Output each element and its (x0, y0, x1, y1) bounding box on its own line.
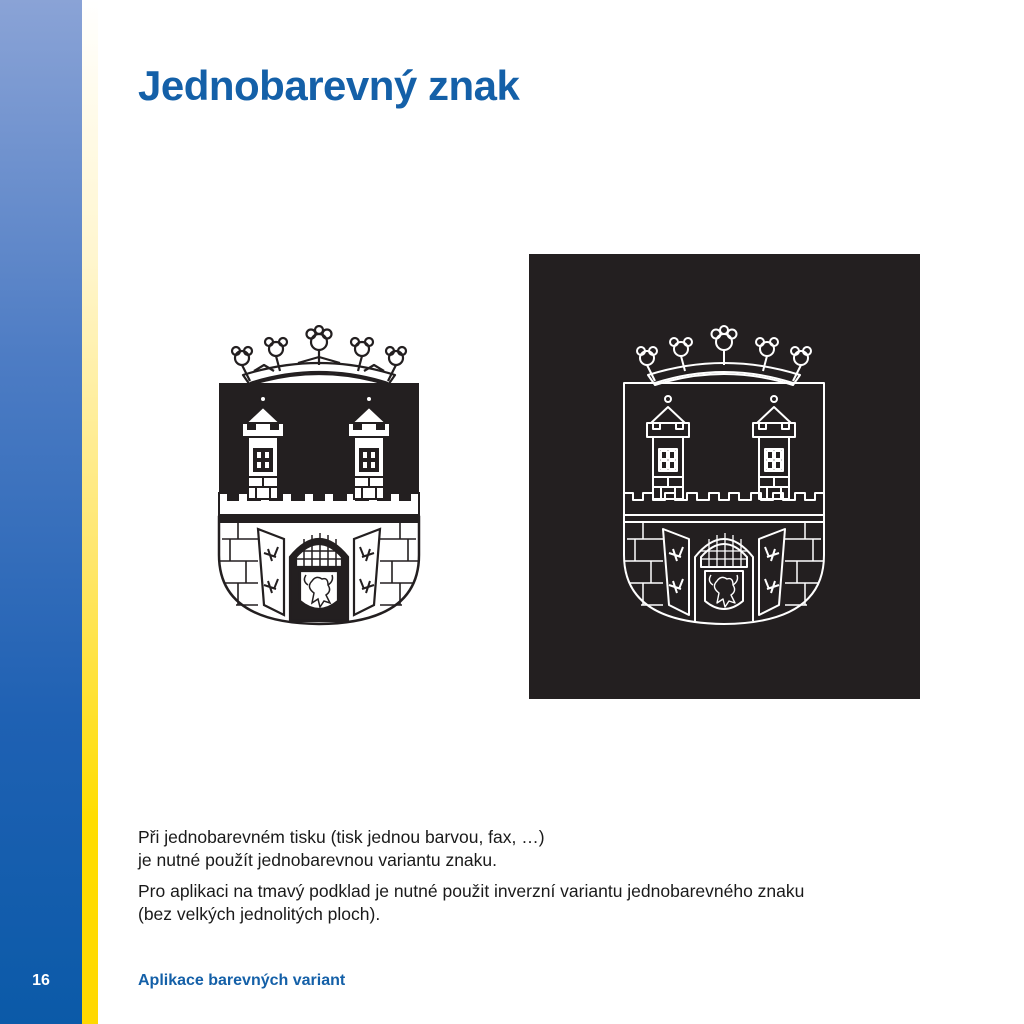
city-coat-of-arms-icon (216, 325, 422, 627)
body-paragraph-2 (138, 880, 938, 926)
side-yellow-stripe (82, 0, 98, 1024)
footer-section-label: Aplikace barevných variant (138, 972, 346, 989)
page-title: Jednobarevný znak (138, 62, 520, 109)
city-coat-of-arms-inverse-icon (621, 325, 827, 627)
body-paragraph-1-line-1: Při jednobarevném tisku (tisk jednou barvou, fax, …) (138, 827, 545, 847)
body-paragraph-2-line-1: Pro aplikaci na tmavý podklad je nutné použit inverzní variantu jednobarevného znaku (138, 881, 805, 901)
dark-background-panel (529, 254, 920, 699)
body-paragraph-1-line-2: je nutné použít jednobarevnou variantu znaku. (138, 850, 498, 870)
body-text (138, 826, 938, 934)
body-paragraph-1 (138, 826, 938, 872)
page-number: 16 (32, 972, 50, 989)
body-paragraph-2-line-2: (bez velkých jednolitých ploch). (138, 904, 381, 924)
side-color-band (0, 0, 82, 1024)
